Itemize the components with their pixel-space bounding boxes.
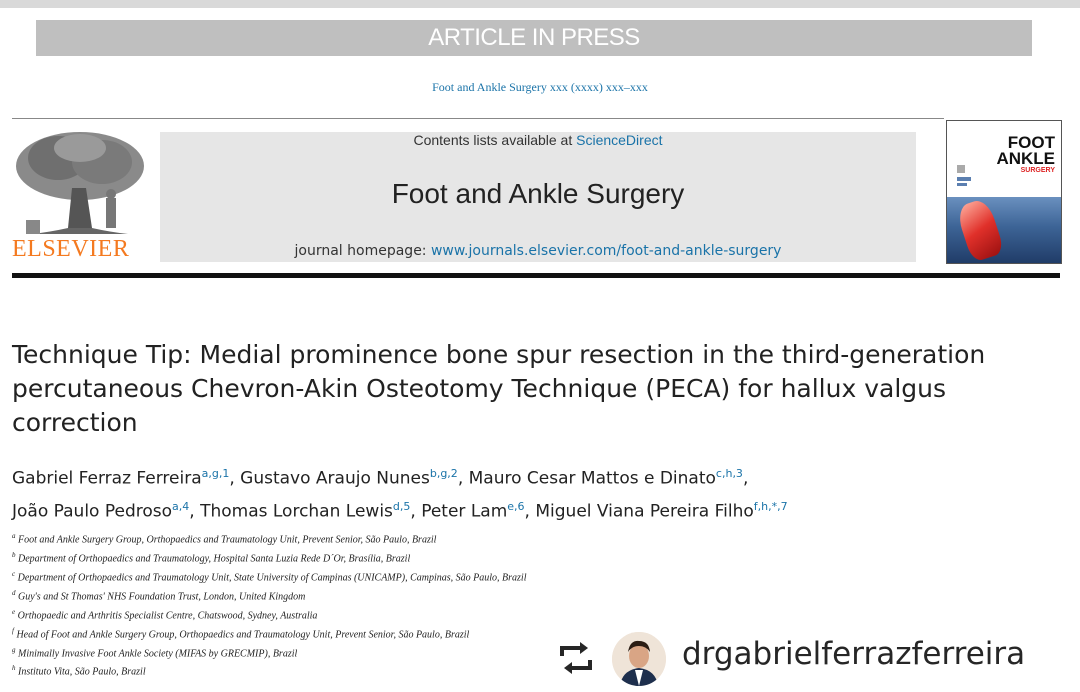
affiliation-key: f bbox=[12, 626, 14, 635]
author-affil-refs[interactable]: e,6 bbox=[507, 499, 525, 513]
affiliation-key: b bbox=[12, 550, 16, 559]
author-list bbox=[12, 460, 1062, 525]
author-sep: , bbox=[229, 468, 241, 489]
sciencedirect-link[interactable]: ScienceDirect bbox=[576, 132, 663, 148]
affiliation-text: Minimally Invasive Foot Ankle Society (MIFAS by GRECMIP), Brazil bbox=[18, 647, 298, 659]
repost-username[interactable]: drgabrielferrazferreira bbox=[682, 636, 1026, 672]
profile-photo-icon bbox=[612, 632, 666, 686]
divider bbox=[12, 118, 944, 119]
article-in-press-banner: ARTICLE IN PRESS bbox=[36, 20, 1032, 56]
author-name[interactable]: João Paulo Pedroso bbox=[12, 501, 173, 522]
affiliation-text: Department of Orthopaedics and Traumatology Unit, State University of Campinas (UNICAMP), Campinas, São Paulo, Brazil bbox=[17, 572, 527, 584]
top-strip bbox=[0, 0, 1080, 8]
homepage-line bbox=[160, 243, 916, 259]
author-sep: , bbox=[189, 501, 201, 522]
author-affil-refs[interactable]: c,h,3 bbox=[715, 467, 743, 480]
cover-title bbox=[996, 135, 1055, 175]
affiliation-item bbox=[12, 529, 812, 548]
repost-overlay bbox=[556, 628, 1080, 692]
author-sep: , bbox=[524, 501, 536, 522]
elsevier-mini-logo-icon bbox=[953, 161, 983, 191]
tree-icon bbox=[10, 128, 150, 238]
repost-icon[interactable] bbox=[556, 640, 596, 676]
homepage-prefix: journal homepage: bbox=[294, 243, 431, 259]
contents-line bbox=[160, 132, 916, 148]
author-affil-refs[interactable]: d,5 bbox=[392, 499, 411, 513]
cover-line1: FOOT bbox=[1007, 133, 1055, 152]
affiliation-key: a bbox=[12, 532, 16, 540]
cover-line2: ANKLE bbox=[996, 149, 1055, 168]
affiliation-key: h bbox=[12, 664, 16, 673]
masthead-rule bbox=[12, 273, 1060, 278]
affiliation-item bbox=[12, 605, 812, 624]
article-title: Technique Tip: Medial prominence bone spur resection in the third-generation percutaneous Chevron-Akin Osteotomy Technique (PECA) for hallux valgus correction bbox=[12, 340, 986, 437]
journal-cover bbox=[946, 120, 1062, 264]
affiliation-key: d bbox=[12, 588, 16, 597]
journal-homepage-link[interactable]: www.journals.elsevier.com/foot-and-ankle-surgery bbox=[430, 243, 782, 259]
author-name[interactable]: Thomas Lorchan Lewis bbox=[200, 501, 393, 522]
affiliation-text: Foot and Ankle Surgery Group, Orthopaedics and Traumatology Unit, Prevent Senior, São Paulo, Brazil bbox=[18, 534, 437, 546]
journal-masthead bbox=[160, 132, 916, 262]
affiliation-key: c bbox=[12, 569, 16, 578]
author-affil-refs[interactable]: b,g,2 bbox=[429, 467, 458, 480]
affiliation-key: e bbox=[12, 607, 16, 616]
author-affil-refs[interactable]: f,h,*,7 bbox=[753, 499, 788, 513]
author-name[interactable]: Gustavo Araujo Nunes bbox=[240, 468, 430, 489]
author-sep: , bbox=[410, 501, 422, 522]
affiliation-text: Department of Orthopaedics and Traumatology, Hospital Santa Luzia Rede D´Or, Brasília, Brazil bbox=[18, 553, 411, 565]
contents-prefix: Contents lists available at bbox=[413, 132, 577, 148]
author-name[interactable]: Peter Lam bbox=[421, 501, 508, 522]
affiliation-key: g bbox=[12, 645, 16, 654]
journal-citation: Foot and Ankle Surgery xxx (xxxx) xxx–xxx bbox=[432, 80, 648, 94]
author-name[interactable]: Mauro Cesar Mattos e Dinato bbox=[468, 468, 716, 489]
affiliation-item bbox=[12, 567, 812, 586]
author-sep: , bbox=[742, 468, 749, 489]
affiliation-item bbox=[12, 548, 812, 567]
author-name[interactable]: Miguel Viana Pereira Filho bbox=[535, 501, 754, 522]
affiliation-text: Guy's and St Thomas' NHS Foundation Trust, London, United Kingdom bbox=[18, 591, 306, 603]
affiliation-item bbox=[12, 586, 812, 605]
affiliation-text: Head of Foot and Ankle Surgery Group, Orthopaedics and Traumatology Unit, Prevent Senior, São Paulo, Brazil bbox=[16, 628, 470, 640]
journal-title: Foot and Ankle Surgery bbox=[391, 178, 685, 209]
elsevier-wordmark: ELSEVIER bbox=[12, 236, 130, 262]
cover-line3: SURGERY bbox=[1020, 167, 1055, 174]
author-name[interactable]: Gabriel Ferraz Ferreira bbox=[12, 468, 202, 489]
affiliation-text: Instituto Vita, São Paulo, Brazil bbox=[18, 666, 146, 678]
author-sep: , bbox=[457, 468, 469, 489]
author-affil-refs[interactable]: a,g,1 bbox=[201, 467, 230, 480]
avatar[interactable] bbox=[612, 632, 666, 686]
author-affil-refs[interactable]: a,4 bbox=[172, 499, 190, 513]
affiliation-text: Orthopaedic and Arthritis Specialist Centre, Chatswood, Sydney, Australia bbox=[17, 610, 318, 622]
